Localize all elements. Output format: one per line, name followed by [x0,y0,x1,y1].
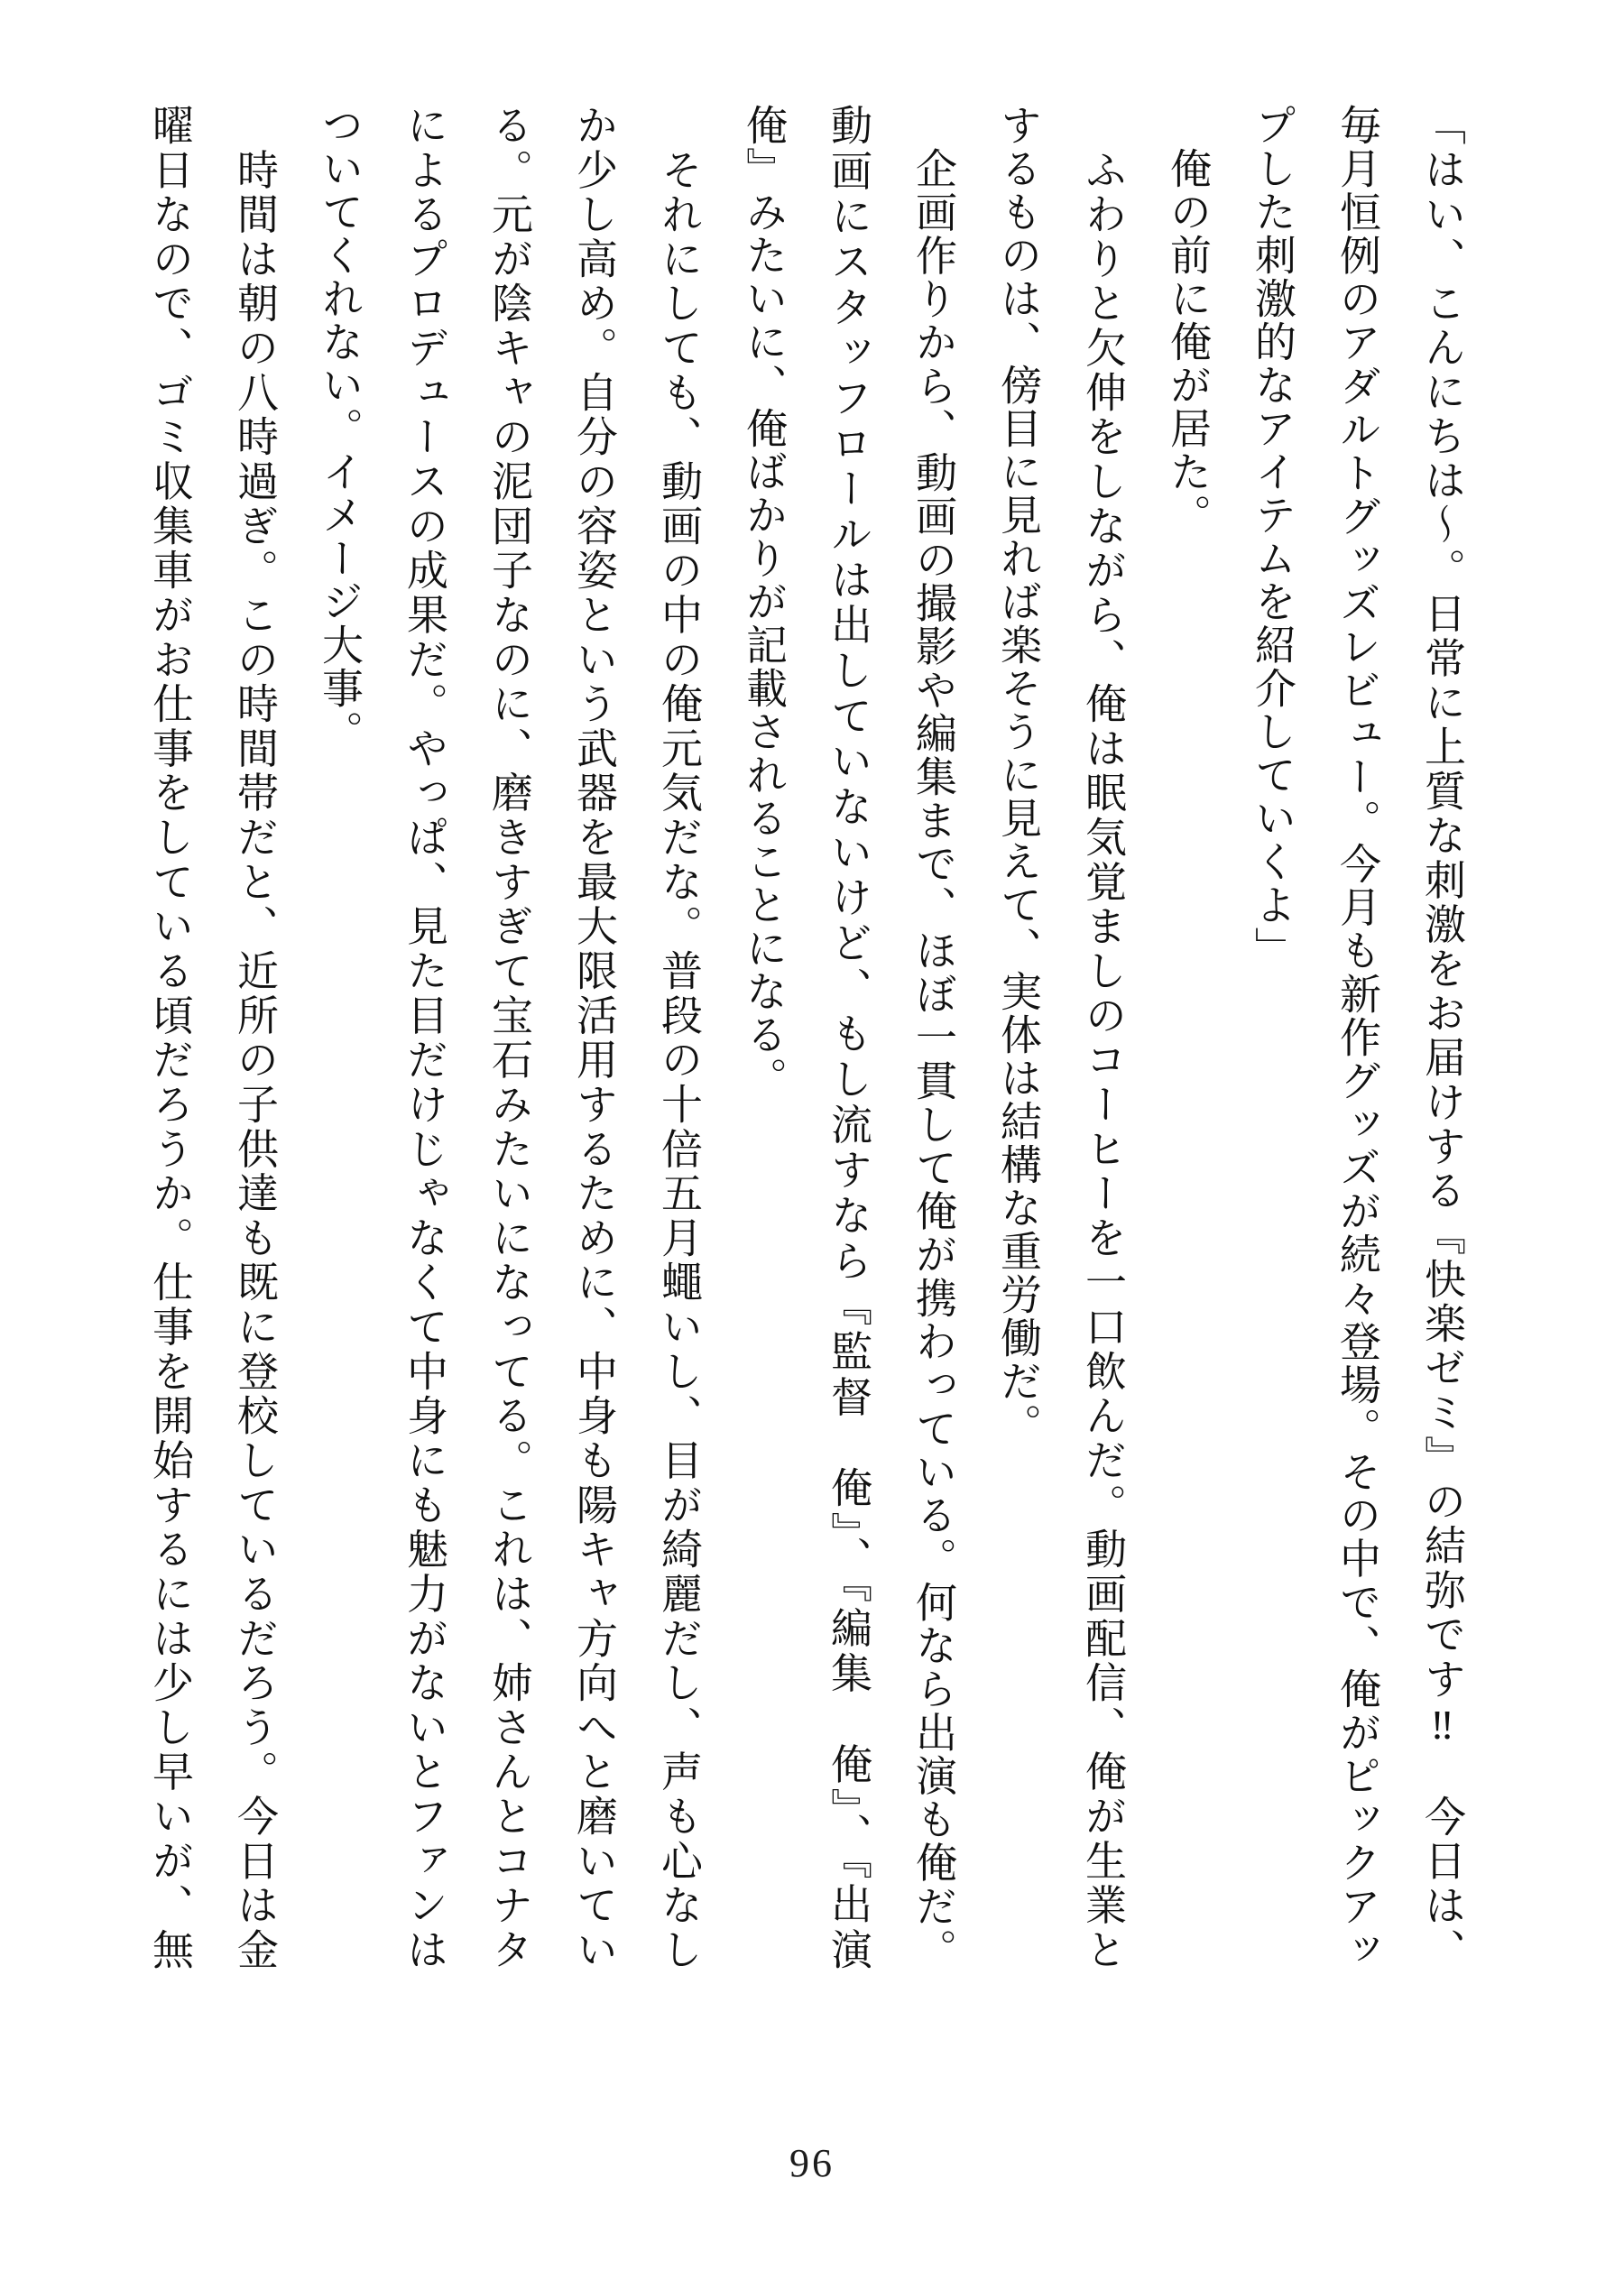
text-line: ふわりと欠伸をしながら、俺は眠気覚ましのコーヒーを一口飲んだ。動画配信、俺が生業と [1080,104,1126,1971]
text-line: か少し高め。自分の容姿という武器を最大限活用するために、中身も陽キャ方向へと磨いてい [571,104,617,1971]
text-line: によるプロデュースの成果だ。やっぱ、見た目だけじゃなくて中身にも魅力がないとファンは [401,104,448,1971]
text-line: プした刺激的なアイテムを紹介していくよ」 [1250,104,1296,970]
text-line: 俺の前に俺が居た。 [1165,104,1211,537]
text-line: 企画作りから、動画の撮影や編集まで、ほぼ一貫して俺が携わっている。何なら出演も俺だ。 [910,104,956,1971]
text-line: 俺』みたいに、俺ばかりが記載されることになる。 [741,104,787,1100]
text-line: る。元が陰キャの泥団子なのに、磨きすぎて宝石みたいになってる。これは、姉さんとコナタ [486,104,532,1971]
text-line: それにしても、動画の中の俺元気だな。普段の十倍五月蠅いし、目が綺麗だし、声も心なし [656,104,702,1971]
body-text [127,104,1484,1976]
text-line: ついてくれない。イメージ大事。 [317,104,363,753]
page-number: 96 [789,2141,835,2185]
text-line: 時間は朝の八時過ぎ。この時間帯だと、近所の子供達も既に登校しているだろう。今日は金 [232,104,278,1971]
text-line: 曜日なので、ゴミ収集車がお仕事をしている頃だろうか。仕事を開始するには少し早いが、無 [147,104,193,1971]
text-line: 「はい、こんにちは〜。日常に上質な刺激をお届けする『快楽ゼミ』の結弥です‼ 今日は、 [1419,104,1465,1971]
text-line: 動画にスタッフロールは出していないけど、もし流すなら『監督 俺』、『編集 俺』、『出演 [826,104,872,1971]
text-line: 毎月恒例のアダルトグッズレビュー。今月も新作グッズが続々登場。その中で、俺がピックアッ [1334,104,1380,1971]
text-line: するものは、傍目に見れば楽そうに見えて、実体は結構な重労働だ。 [995,104,1041,1446]
